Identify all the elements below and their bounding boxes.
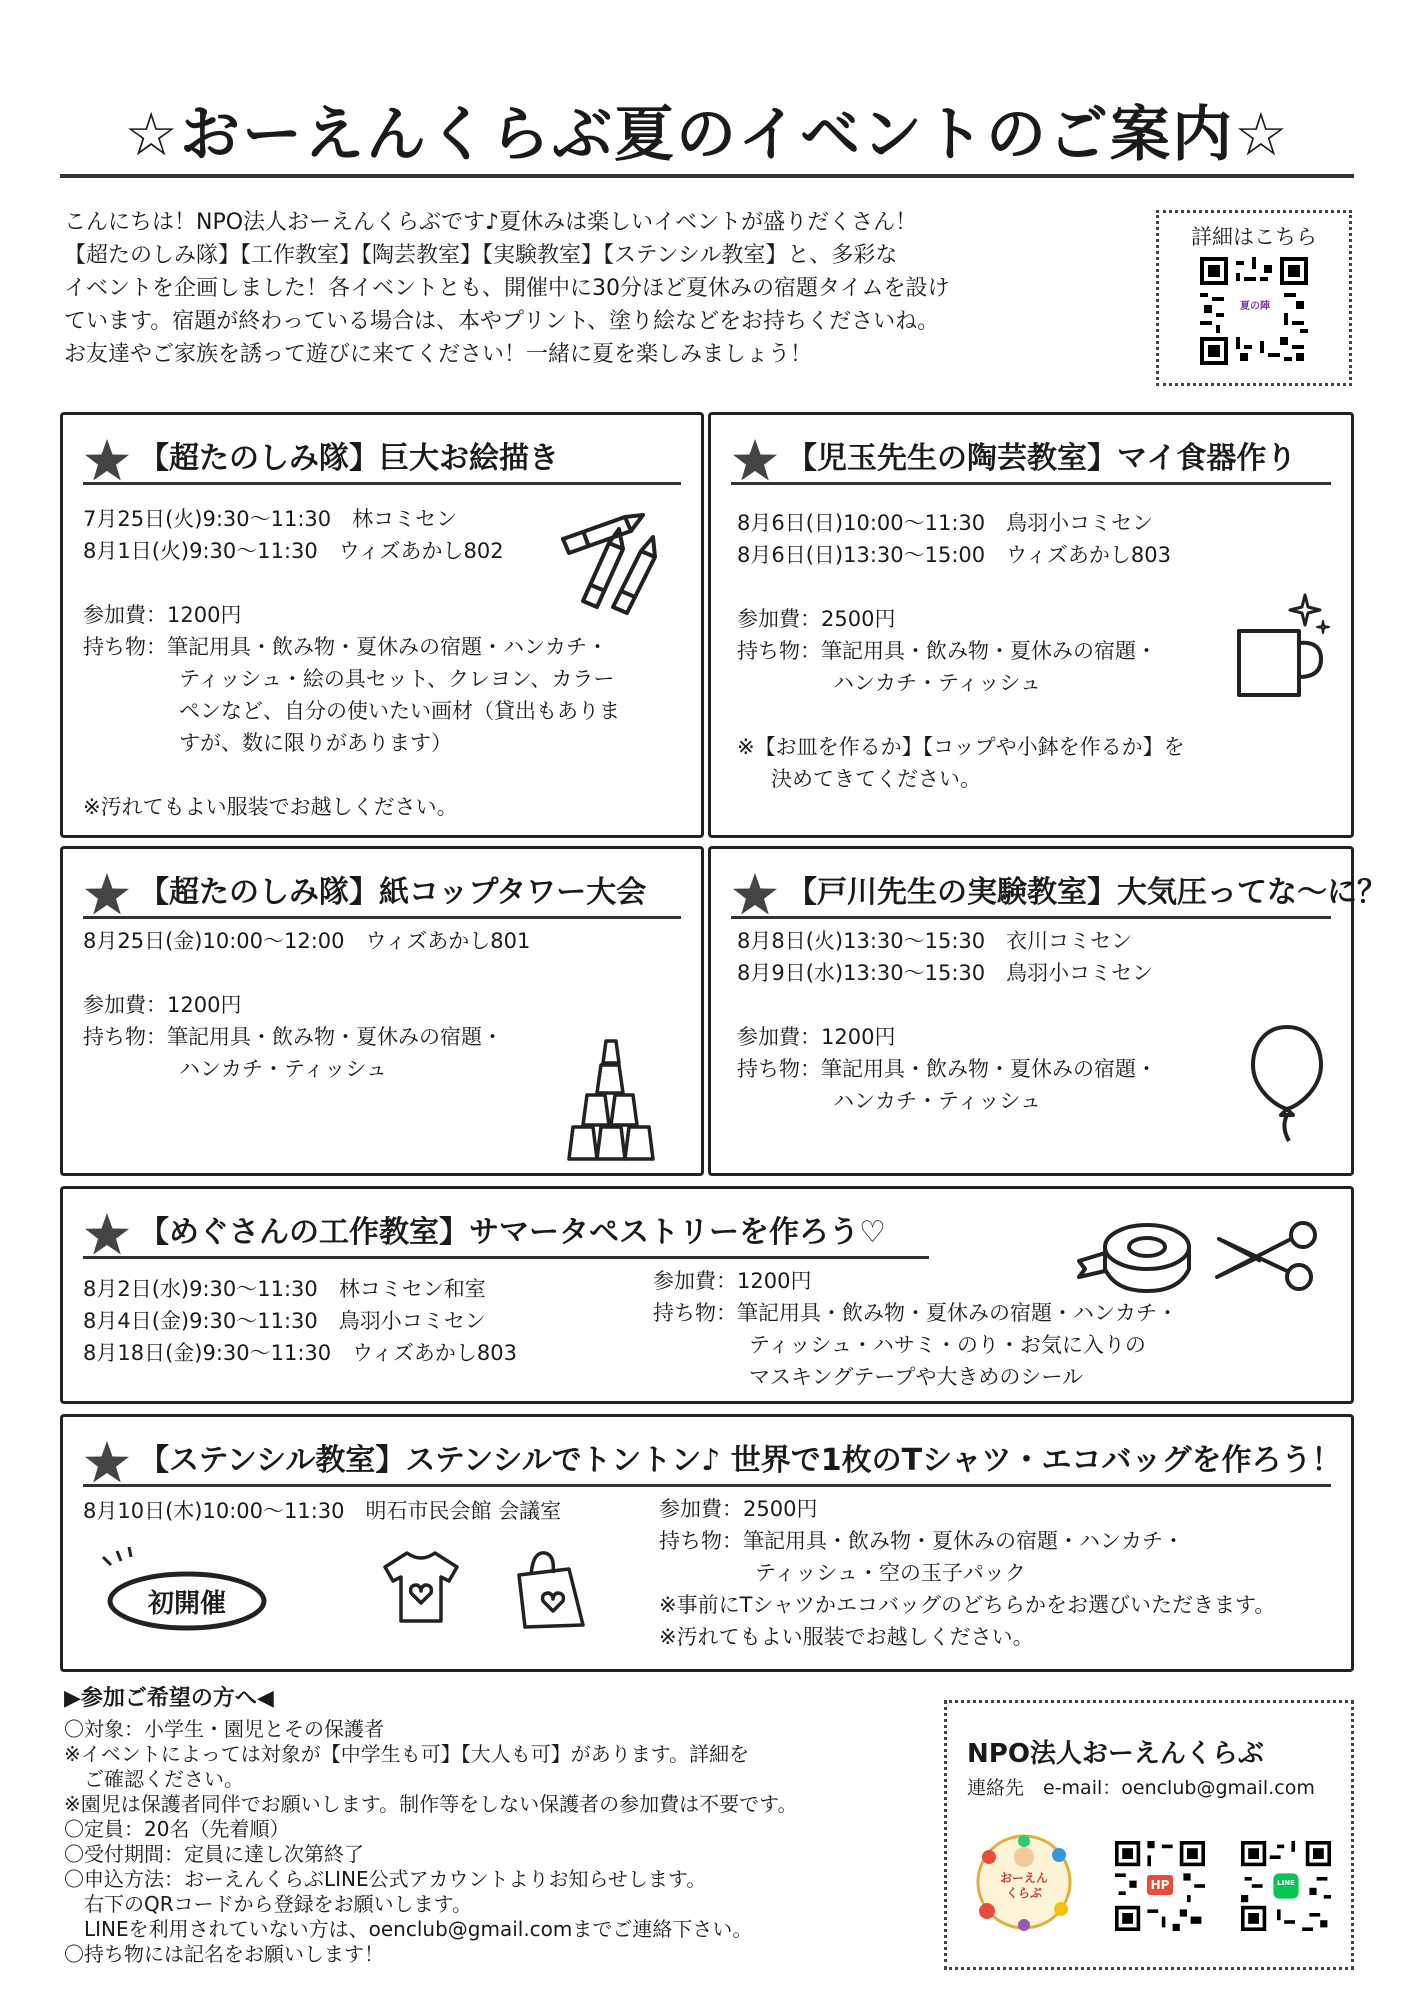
event-note: ※【お皿を作るか】【コップや小鉢を作るか】を [737, 735, 1185, 759]
notice-heading: ▶参加ご希望の方へ◀ [64, 1686, 274, 1711]
intro-line: お友達やご家族を誘って遊びに来てください！一緒に夏を楽しみましょう！ [64, 342, 813, 367]
intro-line: ています。宿題が終わっている場合は、本やプリント、塗り絵などをお持ちくださいね。 [64, 309, 940, 334]
event-items: 持ち物：筆記用具・飲み物・夏休みの宿題・ハンカチ・ [83, 635, 608, 659]
scissors-icon [1211, 1219, 1321, 1299]
line-qr-code[interactable] [1241, 1841, 1331, 1931]
npo-logo [969, 1827, 1079, 1937]
event-card-stencil [60, 1414, 1354, 1672]
event-card-tapestry [60, 1186, 1354, 1404]
npo-contact-box [944, 1700, 1354, 1970]
event-items: ハンカチ・ティッシュ [833, 1089, 1041, 1113]
event-date: 8月4日(金)9:30～11:30 鳥羽小コミセン [83, 1309, 486, 1333]
qr-hp-tag: HP [1147, 1875, 1173, 1895]
star-icon [83, 1211, 131, 1257]
event-items: ティッシュ・ハサミ・のり・お気に入りの [749, 1333, 1146, 1357]
qr-label: 詳細はこちら [1191, 225, 1317, 249]
mug-icon [1231, 591, 1331, 701]
event-title [731, 433, 1331, 485]
npo-email[interactable]: 連絡先 e-mail：oenclub@gmail.com [967, 1777, 1315, 1799]
details-qr-code[interactable] [1200, 257, 1308, 365]
intro-text [64, 206, 1124, 371]
event-title [731, 867, 1387, 919]
event-fee: 参加費：1200円 [83, 603, 242, 627]
star-icon [83, 871, 131, 917]
npo-name: NPO法人おーえんくらぶ [967, 1739, 1264, 1769]
event-card-oekaki [60, 412, 704, 838]
notice-line: 〇申込方法：おーえんくらぶLINE公式アカウントよりお知らせします。 [64, 1867, 707, 1891]
notice-line: LINEを利用されていない方は、oenclub@gmail.comまでご連絡下さい。 [64, 1917, 753, 1941]
event-items: ティッシュ・空の玉子パック [755, 1561, 1026, 1585]
notice-line: 右下のQRコードから登録をお願いします。 [64, 1892, 473, 1916]
notice-line: 〇定員：20名（先着順） [64, 1817, 290, 1841]
event-title [83, 433, 681, 485]
crayons-icon [553, 507, 673, 617]
event-date: 8月18日(金)9:30～11:30 ウィズあかし803 [83, 1341, 517, 1365]
event-title-text: 【超たのしみ隊】巨大お絵描き [139, 441, 559, 476]
event-items: 持ち物：筆記用具・飲み物・夏休みの宿題・ハンカチ・ [653, 1301, 1178, 1325]
event-title-text: 【ステンシル教室】ステンシルでトントン♪ 世界で1枚のTシャツ・エコバッグを作ろう！ [139, 1443, 1342, 1478]
event-date: 8月8日(火)13:30～15:30 衣川コミセン [737, 929, 1133, 953]
notice-line: 〇受付期間：定員に達し次第終了 [64, 1842, 364, 1866]
event-card-pottery [708, 412, 1354, 838]
event-items: 持ち物：筆記用具・飲み物・夏休みの宿題・ [737, 639, 1157, 663]
event-date: 8月2日(水)9:30～11:30 林コミセン和室 [83, 1277, 486, 1301]
event-items: すが、数に限りがあります） [179, 731, 452, 755]
notice-line: 〇対象：小学生・園児とその保護者 [64, 1717, 384, 1741]
event-fee: 参加費：1200円 [737, 1025, 896, 1049]
event-date: 8月6日(日)10:00～11:30 鳥羽小コミセン [737, 511, 1154, 535]
cup-tower-icon [563, 1039, 663, 1163]
star-icon [731, 871, 779, 917]
event-note: 決めてきてください。 [771, 767, 981, 791]
event-card-cup-tower [60, 846, 704, 1176]
event-title [83, 1435, 1342, 1487]
event-fee: 参加費：1200円 [83, 993, 242, 1017]
event-date: 8月10日(木)10:00～11:30 明石市民会館 会議室 [83, 1499, 562, 1523]
star-icon [731, 437, 779, 483]
page-title: ☆おーえんくらぶ夏のイベントのご案内☆ [124, 100, 1290, 170]
intro-line: こんにちは！NPO法人おーえんくらぶです♪夏休みは楽しいイベントが盛りだくさん！ [64, 210, 918, 235]
intro-line: イベントを企画しました！各イベントとも、開催中に30分ほど夏休みの宿題タイムを設け [64, 276, 950, 301]
event-title [83, 867, 681, 919]
event-date: 8月9日(水)13:30～15:30 鳥羽小コミセン [737, 961, 1154, 985]
event-date: 8月25日(金)10:00～12:00 ウィズあかし801 [83, 929, 531, 953]
qr-center-tag: 夏の陣 [1240, 301, 1270, 312]
event-items: ハンカチ・ティッシュ [179, 1057, 387, 1081]
npo-logo-text: おーえんくらぶ [999, 1871, 1048, 1900]
event-title-text: 【超たのしみ隊】紙コップタワー大会 [139, 875, 647, 910]
notice-line: ※園児は保護者同伴でお願いします。制作等をしない保護者の参加費は不要です。 [64, 1792, 798, 1816]
event-items: 持ち物：筆記用具・飲み物・夏休みの宿題・ [737, 1057, 1157, 1081]
star-icon [83, 1439, 131, 1485]
event-fee: 参加費：2500円 [737, 607, 896, 631]
event-title-text: 【戸川先生の実験教室】大気圧ってな〜に？ [787, 875, 1387, 910]
event-items: ペンなど、自分の使いたい画材（貸出もありま [179, 699, 620, 723]
event-note: ※事前にTシャツかエコバッグのどちらかをお選びいただきます。 [659, 1593, 1276, 1617]
tshirt-icon [381, 1547, 461, 1627]
event-card-experiment [708, 846, 1387, 1176]
event-title [83, 1207, 929, 1259]
balloon-icon [1247, 1021, 1327, 1145]
masking-tape-icon [1075, 1211, 1195, 1301]
event-items: マスキングテープや大きめのシール [749, 1365, 1083, 1389]
participation-notice [64, 1686, 944, 1967]
event-fee: 参加費：2500円 [659, 1497, 818, 1521]
badge-label: 初開催 [147, 1589, 226, 1619]
notice-line: 〇持ち物には記名をお願いします！ [64, 1942, 384, 1966]
intro-line: 【超たのしみ隊】【工作教室】【陶芸教室】【実験教室】【ステンシル教室】と、多彩な [64, 243, 898, 268]
hp-qr-code[interactable] [1115, 1841, 1205, 1931]
first-event-badge [99, 1547, 269, 1637]
event-fee: 参加費：1200円 [653, 1269, 812, 1293]
event-title-text: 【児玉先生の陶芸教室】マイ食器作り [787, 441, 1297, 476]
event-title-text: 【めぐさんの工作教室】サマータペストリーを作ろう♡ [139, 1215, 886, 1250]
event-date: 8月6日(日)13:30～15:00 ウィズあかし803 [737, 543, 1171, 567]
qr-line-tag: LINE [1277, 1879, 1295, 1887]
details-qr-box [1156, 210, 1352, 386]
event-items: 持ち物：筆記用具・飲み物・夏休みの宿題・ [83, 1025, 503, 1049]
event-note: ※汚れてもよい服装でお越しください。 [659, 1625, 1034, 1649]
event-date: 8月1日(火)9:30～11:30 ウィズあかし802 [83, 539, 504, 563]
eco-bag-icon [509, 1547, 593, 1631]
event-items: ティッシュ・絵の具セット、クレヨン、カラー [179, 667, 615, 691]
event-date: 7月25日(火)9:30～11:30 林コミセン [83, 507, 458, 531]
event-items: 持ち物：筆記用具・飲み物・夏休みの宿題・ハンカチ・ [659, 1529, 1184, 1553]
star-icon [83, 437, 131, 483]
event-items: ハンカチ・ティッシュ [833, 671, 1041, 695]
notice-line: ※イベントによっては対象が【中学生も可】【大人も可】があります。詳細を [64, 1742, 750, 1766]
notice-line: ご確認ください。 [64, 1767, 244, 1791]
title-divider [60, 174, 1354, 178]
event-note: ※汚れてもよい服装でお越しください。 [83, 795, 458, 819]
